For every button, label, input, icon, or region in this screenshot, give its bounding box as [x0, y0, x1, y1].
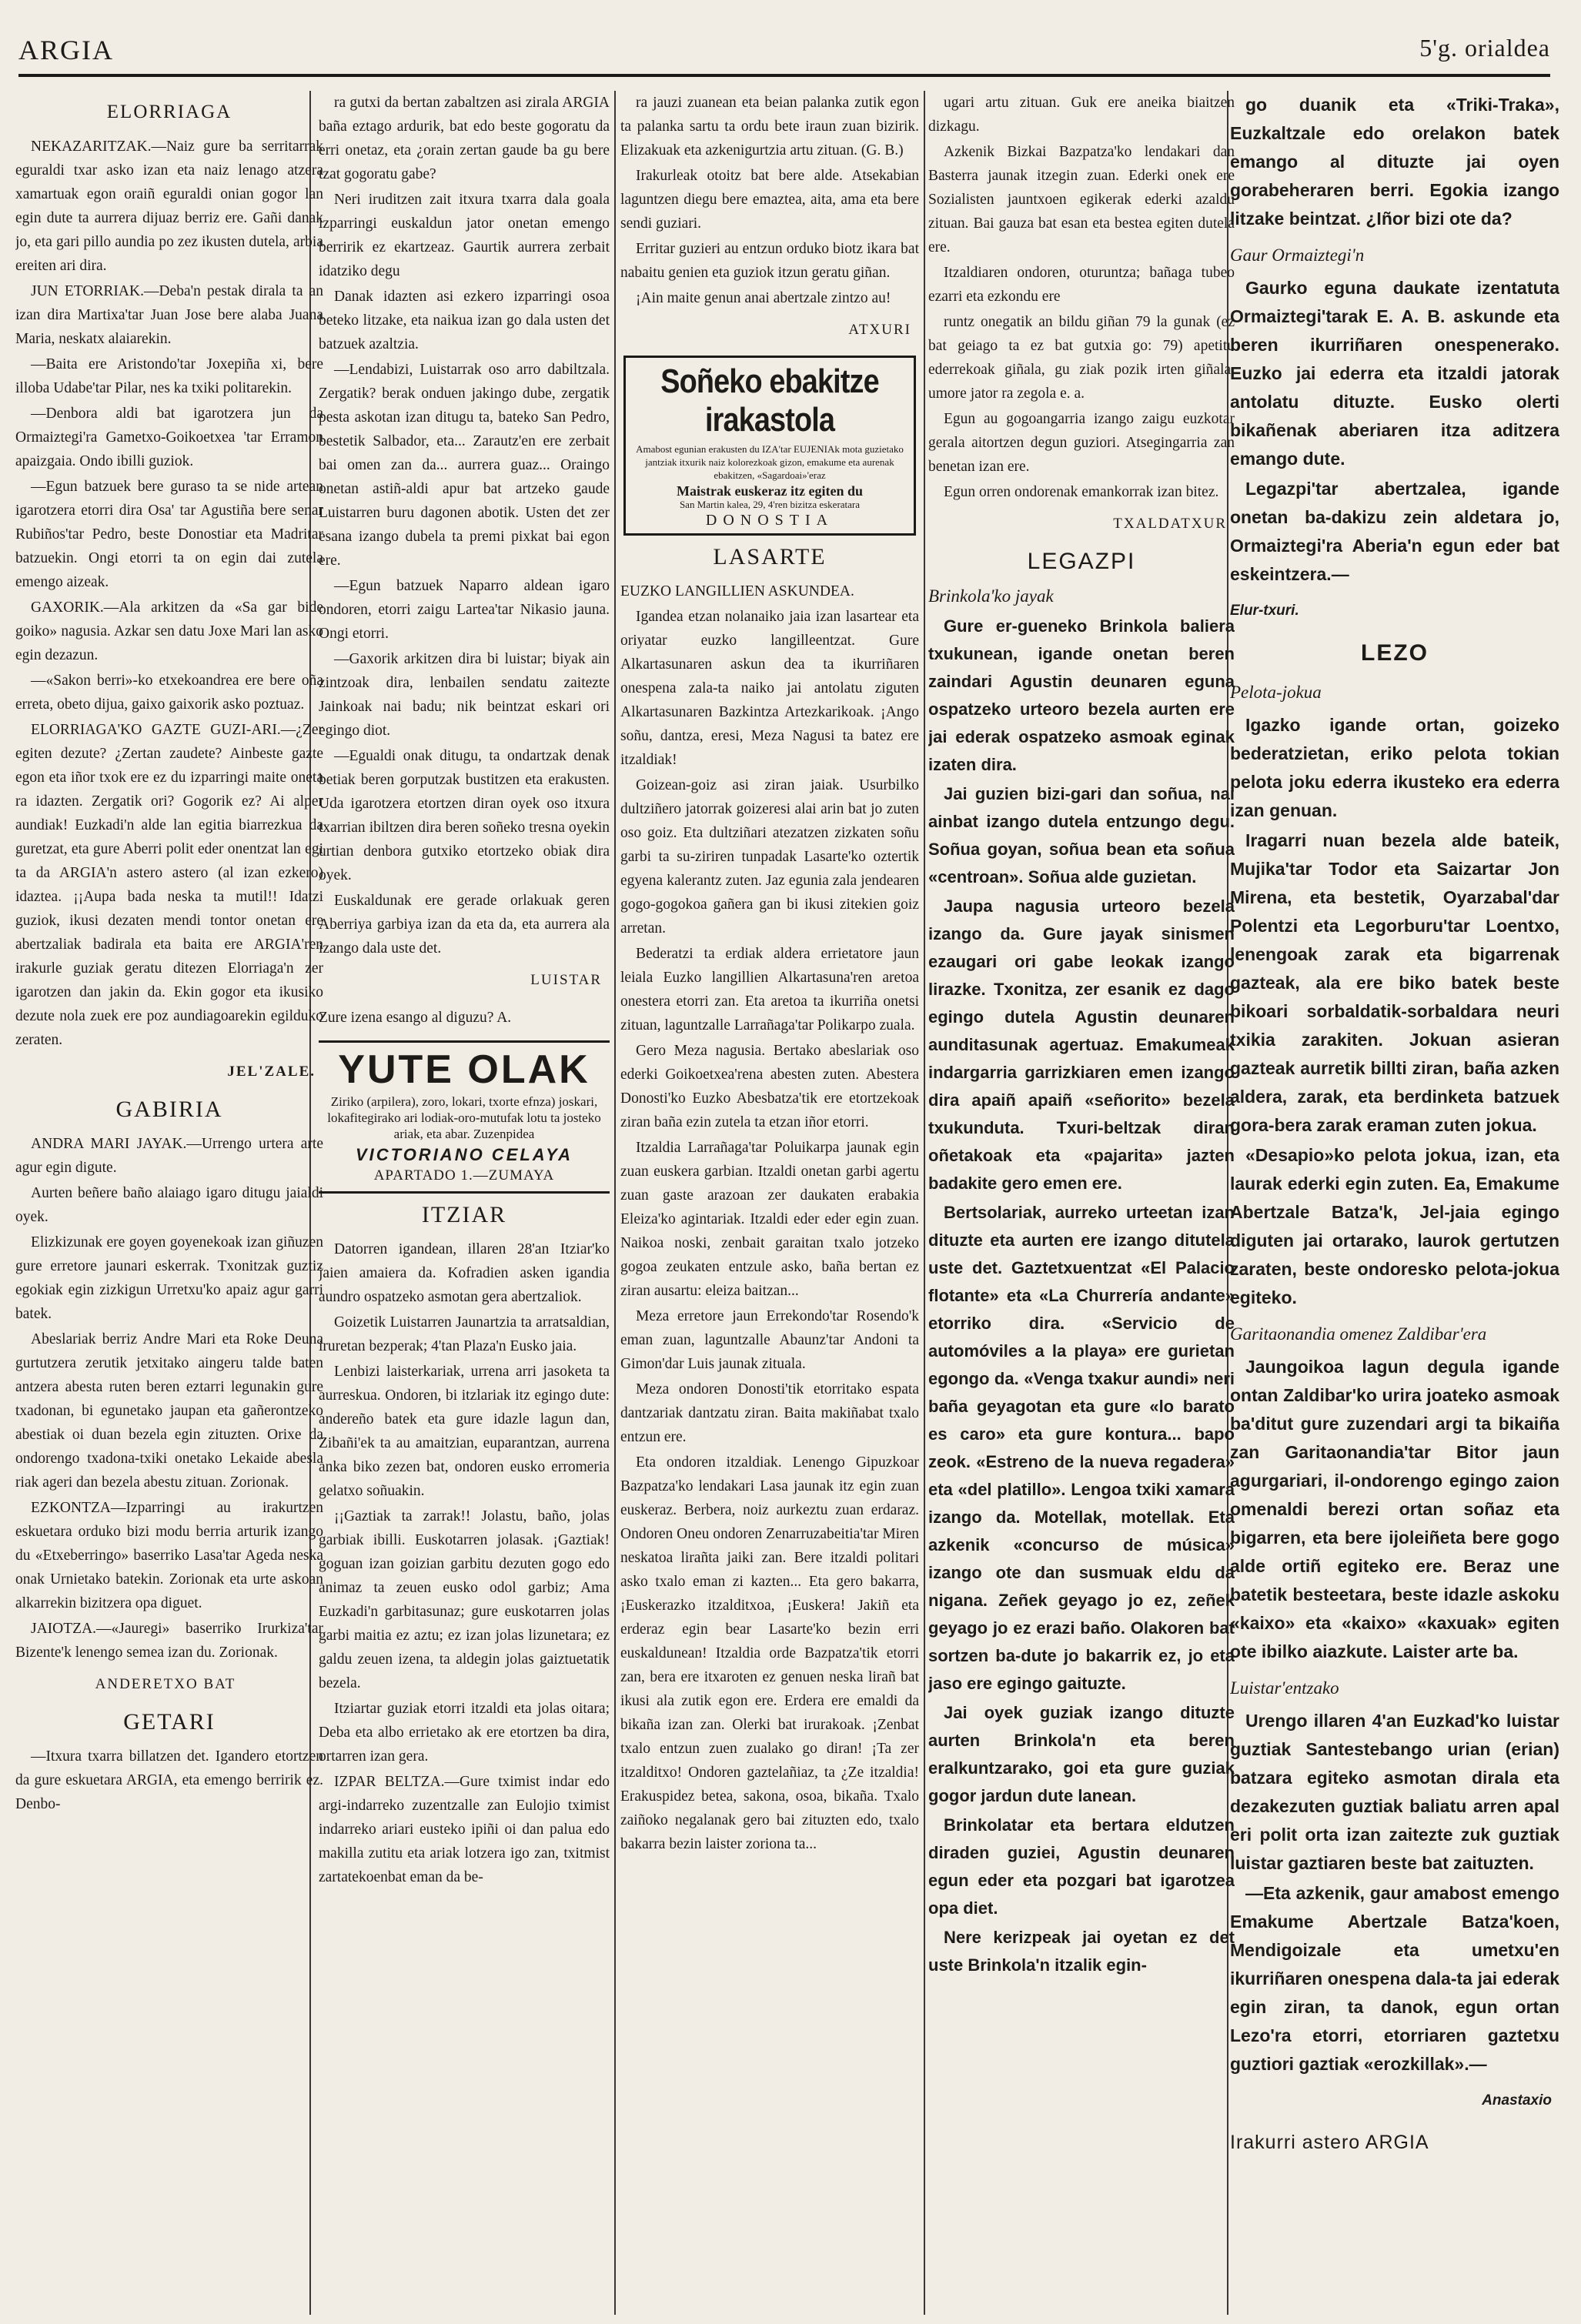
article-subheading: Luistar'entzako	[1230, 1678, 1339, 1698]
article-paragraph: —Eta azkenik, gaur amabost emengo Emakume Abertzale Batza'koen, Mendigoizale eta umetxu'en ikurriñaren onespena dala-ta jai ederak egin ziran, ta danok, egun ortan Lezo'ra etorri, etorriaren gaztetxu guztiori gaztiak «erozkillak».—	[1230, 1883, 1559, 2074]
article-paragraph: EZKONTZA—Izparringi au irakurtzen eskuetara orduko bizi modu berria arturik izango du «Etxeberringo» baserriko Lasa'tar Ageda neska onak Urnietako batekin. Zorionak eta urte askoan alkarrekin bizitzera opa diguet.	[15, 1500, 323, 1611]
article-paragraph: Aurten beñere baño alaiago igaro ditugu jaialdi oyek.	[15, 1185, 323, 1225]
masthead	[18, 31, 1550, 77]
ad-city: DONOSTIA	[705, 512, 834, 529]
article-paragraph: Lenbizi laisterkariak, urrena arri jasoketa ta aurreskua. Ondoren, bi itzlariak itz egingo dute: andereño batek eta gure idazle lagun dan, Zibañi'ek ta au amaitzian, euparantzan, aurrena anka biko zezen bat, ondoren eusko erromeria gelatxo soñuakin.	[319, 1364, 610, 1499]
section-title-elorriaga: ELORRIAGA	[106, 102, 232, 122]
article-paragraph: go duanik eta «Triki-Traka», Euzkaltzale edo orelakon batek emango al dituzte jai oyen gorabeheraren berri. Egokia izango litzake beintzat. ¿Iñor bizi ote da?	[1230, 95, 1559, 229]
article-paragraph: Gero Meza nagusia. Bertako abeslariak oso ederki Goikoetxea'rena abesten zuten. Abestera Donosti'ko Euzko Abesbatza'tik ere etortzekoak ziran baña ezin zutela ta etzan iñor etorri.	[620, 1043, 919, 1130]
article-paragraph: Elizkizunak ere goyen goyenekoak izan giñuzen gure erretore jaunari eskerrak. Txonitzak guztiz egokiak egin zizkigun Urretxu'ko apaiz agur garri batek.	[15, 1234, 323, 1322]
article-note: Zure izena esango al diguzu? A.	[319, 1010, 512, 1026]
article-paragraph: Egun orren ondorenak emankorrak izan bitez.	[944, 484, 1219, 500]
article-paragraph: —Baita ere Aristondo'tar Joxepiña xi, bere illoba Udabe'tar Pilar, nes ka txiki politarekin.	[15, 356, 323, 396]
article-paragraph: Erritar guzieri au entzun orduko biotz ikara bat nabaitu genien eta guziok itzun geratu giñan.	[620, 241, 919, 281]
article-paragraph: Datorren igandean, illaren 28'an Itziar'ko jaien amaiera da. Kofradien asken igandia aundro ospatzeko asmotan gera abertzaliok.	[319, 1241, 610, 1305]
article-signature: ANDERETXO BAT	[95, 1676, 236, 1692]
article-subheading: Pelota-jokua	[1230, 683, 1322, 702]
article-paragraph: —Gaxorik arkitzen dira bi luistar; biyak ain zintzoak dira, lenbailen sendatu zaitezte Jainkoak nai badu; nik beintzat eskari ori egingo diot.	[319, 651, 610, 739]
column-2	[319, 91, 610, 2315]
advertisement-yute-olak	[319, 1040, 610, 1194]
article-paragraph: ANDRA MARI JAYAK.—Urrengo urtera arte agur egin digute.	[15, 1136, 323, 1176]
article-paragraph: Bederatzi ta erdiak aldera errietatore jaun leiala Euzko langillien Alkartasuna'ren aretoa onestera etorri zan. Eta aretoa ta ikurriña onetsi zituan, laguntzalle Larrañaga'tar Polikarpo zuala.	[620, 946, 919, 1033]
ad-headline: YUTE OLAK	[338, 1047, 590, 1092]
article-paragraph: Igazko igande ortan, goizeko bederatzietan, eriko pelota tokian pelota joku ederra ikusteko era ederra izan genuan.	[1230, 715, 1559, 820]
column-rule	[614, 91, 616, 2315]
legazpi-article-body	[928, 613, 1235, 1979]
article-paragraph: ugari artu zituan. Guk ere aneika biaitzen dizkagu.	[928, 95, 1235, 135]
article-paragraph: runtz onegatik an bildu giñan 79 la gunak (ez bat geiago ta ez bat gutxia go: 79) apetitu ederrekoak giñala, gu ziak pozik irten giñala, umore jator ra zegola e. a.	[928, 314, 1235, 402]
section-title-lasarte: LASARTE	[713, 544, 827, 569]
article-paragraph: Iragarri nuan bezela alde bateik, Mujika'tar Todor eta Saizartar Jon Mirena, eta bestetik, Oyarzabal'dar Polentzi eta Legorburu'tar Loentxo, lenengoak zarak eta bigarrenak gazteak, ala ere biko batek beste bikoari sorbaldatik-sorbaldara neuri txikia zarakiten. Jokuan asieran gazteak aurretik billti ziran, baña azken aldera, zarak, eta berdinketa batzuek gora-bera zarak eraman zuten jokua.	[1230, 830, 1559, 1135]
article-subheading: Gaur Ormaiztegi'n	[1230, 245, 1365, 265]
page-number: 5'g. orialdea	[1419, 34, 1550, 62]
article-paragraph: —Egun batzuek bere guraso ta se nide artean igarotzera etorri dira Osa' tar Agustiña bere senar Rubiños'tar Pedro, beste Donostiar eta Madritar batzuekin. Ongi etorri ta on egin dai zutela emengo aizeak.	[15, 479, 323, 590]
article-signature: Elur-txuri.	[1230, 603, 1299, 619]
article-paragraph: Goizean-goiz asi ziran jaiak. Usurbilko dultziñero jatorrak goizeresi alai arin bat jo zuten oso goiz. Eta dultziñari atezatzen zizkaten soñu garbi ta su-ziriren tunpadak Lasarte'ko oztertik egyena kalerantz zuten. Jaz egunia zala jendearen gogo-gogokoa gañera gan bi ikusi zitekien goiz arretan.	[620, 777, 919, 937]
article-paragraph: Jaungoikoa lagun degula igande ontan Zaldibar'ko urira joateko asmoak ba'ditut gure zuzendari argi ta bikaiña zan Garitaonandia'tar Bitor jaun agurgariari, il-ondorengo egingo zaion omenaldi berezi ortan soñaz eta bigarren, eta bere ijoleiñeta bere gogo alde ortiñ egiteko ere. Beraz une batetik besteetara, beste idazle askoku «kaixo» eta «kaixo» «kaxuak» egiten ote ibilko aiazkute. Laister arte ba.	[1230, 1357, 1559, 1661]
article-paragraph: Itziartar guziak etorri itzaldi eta jolas oitara; Deba eta albo errietako ak ere etortzen ba dira, ortarren izan gera.	[319, 1701, 610, 1765]
article-paragraph: Jai guzien bizi-gari dan soñua, nai ainbat izango dutela entzungo degu. Soñua goyan, soñua bean eta soñua «centroan». Soñua alde guzietan.	[928, 784, 1235, 887]
ad-body: Ziriko (arpilera), zoro, lokari, txorte efnza) joskari, lokafitegirako ari lodiak-oro-mutufak lotu ta josteko ariak, eta abar. Zuzenpidea	[327, 1094, 601, 1141]
article-paragraph: Meza ondoren Donosti'tik etorritako espata dantzariak dantzatu ziran. Baita makiñabat txalo entzun ere.	[620, 1381, 919, 1445]
article-paragraph: Bertsolariak, aurreko urteetan izan dituzte eta aurten ere izango ditutela uste det. Gaztetxuentzat «El Palacio flotante» eta «La Churrería andante» etorriko dira. «Servicio de automóviles a la playa» ere gurietan egongo da. «Venga txakur aundi» neri baña geyagotan eta gure «lo barato es caro» eta gure kontura... bapo zeok. «Estreno de la nueva regadera» eta «del platillo». Lengoa txiki xamara izango da. Motellak, motellak. Eta azkenik «concurso de música» izango ote dan susmuak eldu da nigana. Zeñek geyago jo ez, zeñek geyago jo ez erazi baño. Olakoren bat sortzen ba-dute jo bakarrik ez, jo eta jaso ere egingo gaituzte.	[928, 1203, 1235, 1693]
article-signature: ATXURI	[848, 322, 911, 338]
article-signature: TXALDATXUR	[1113, 516, 1227, 532]
article-paragraph: Neri iruditzen zait itxura txarra dala goala izparringi euskaldun jator onetan emengo berririk ez ekartzeaz. Gaurtik aurrera zerbait idatziko degu	[319, 192, 610, 279]
article-paragraph: Nere kerizpeak jai oyetan ez det uste Brinkola'n itzalik egin-	[928, 1928, 1235, 1975]
article-paragraph: «Desapio»ko pelota jokua, izan, eta laurak ederki egin zuten. Ea, Emakume Abertzale Batza'k, Jel-jaia egingo diguten jai ortarako, laurok gertutzen zaraten, beste ondoresko pelota-jokua egiteko.	[1230, 1145, 1559, 1307]
article-signature: LUISTAR	[530, 972, 602, 988]
article-paragraph: JUN ETORRIAK.—Deba'n pestak dirala ta an izan dira Martixa'tar Juan Jose bere alaba Juana Maria, neskatx alaiarekin.	[15, 283, 323, 347]
ad-language-note: Maistrak euskeraz itz egiten du	[677, 483, 863, 499]
article-paragraph: ra jauzi zuanean eta beian palanka zutik egon ta palanka sartu ta ordu bete iraun zuan bizirik. Elizakuak eta azkenigurtzia artu zituan. (G. B.)	[620, 95, 919, 159]
section-title-legazpi: LEGAZPI	[1027, 549, 1136, 574]
article-paragraph: Jaupa nagusia urteoro bezela izango da. Gure jayak sinismen ezaugari ori gabe leokak izango lirazke. Txonitza, zer esanik ez dago egingo dutela Agustin deunaren aunditasunak agertuaz. Emakumeak indargarria garrizkiaren emen izango dira apaiñ apaiñ «señorito» bezela txukunduta. Txuri-beltzak diran oñetakoak eta «pajarita» jazten badakite gero emen ere.	[928, 897, 1235, 1193]
article-paragraph: Legazpi'tar abertzalea, igande onetan ba-dakizu zein aldetara jo, Ormaiztegi'ra Aberia'n egun eder bat eskeintzera.—	[1230, 479, 1559, 584]
ad-address: San Martin kalea, 29, 4'ren bizitza eskeratara	[679, 499, 861, 510]
article-paragraph: Meza erretore jaun Errekondo'tar Rosendo'k eman zuan, laguntzalle Abaunz'tar Andoni ta Gimon'dar Luis jaunak zituala.	[620, 1308, 919, 1372]
article-paragraph: Goizetik Luistarren Jaunartzia ta arratsaldian, iruretan bezperak; 4'tan Plaza'n Eusko jaia.	[319, 1314, 610, 1354]
article-paragraph: Egun au gogoangarria izango zaigu euzkotar gerala aitortzen degun guziori. Atsegingarria zan benetan izan ere.	[928, 411, 1235, 475]
article-paragraph: Eta ondoren itzaldiak. Lenengo Gipuzkoar Bazpatza'ko lendakari Lasa jaunak itz egin zuan euskeraz. Berbera, noiz aurkeztu zuan erdaraz. Ondoren Oneu ondoren Zenarruzabeitia'tar Miren neskatoa lirañta jaiki zan. Bere itzaldi politari asko txalo eman zi kazten... Eta gero bakarra, ¡Euskerazko itzalditxoa, ¡Euskera! Jakiñ eta erderaz egin bear Lasarte'ko bezin erri euskaldunean! Itzaldia orde Bazpatza'tik etorri zan, bera ere itxaroten ez genuen neska lirañ bat ikusi ala zutik egon ere. Erdera ere emaldi da bikaña izan zan. Olerki bat irurakoak. ¡Zenbat txalo entzun zuen zualako go diran! ¡Ta zer itzalditxo! Ondoren gaztelañiaz, ta ¿Ze itzaldia! Erakuspidez betea, sakona, osoa, bikaña. Txalo zaiñoko negalanak gero bai zituzten edo, txalo bakarra bezin laister zoriona ta...	[620, 1454, 919, 1852]
column-rule	[924, 91, 925, 2315]
article-paragraph: —Egun batzuek Naparro aldean igaro ondoren, etorri zaigu Lartea'tar Nikasio jauna. Ongi etorri.	[319, 578, 610, 642]
article-paragraph: IZPAR BELTZA.—Gure tximist indar edo argi-indarreko zuzentzalle zan Eulojio tximist indarreko ariari eusteko ipiñi oi dan palua edo makilla zutitu eta ariak lotzera igo zan, txitmist zartatekoenbat eman da be-	[319, 1774, 610, 1885]
article-paragraph: NEKAZARITZAK.—Naiz gure ba serritarrak eguraldi txar asko izan eta naiz lenago atzera xamartuak egon oraiñ eguraldi onian gogor lan egin dute ta aurrera dijuaz berriz ere. Gañi danak jo, eta gari pillo aundia po zez ikusten dutela, arbia ereiten ari dira.	[15, 139, 323, 274]
section-title-itziar: ITZIAR	[421, 1202, 507, 1227]
article-paragraph: Danak idazten asi ezkero izparringi osoa beteko litzake, eta naikua izan go dala usten det batzuek azaltzia.	[319, 289, 610, 352]
article-paragraph: ELORRIAGA'KO GAZTE GUZI-ARI.—¿Zer egiten dezute? ¿Zertan zaudete? Ainbeste gazte egon eta iñor txok ere ez du izparringi maite oneta ra idazten. Zergatik ori? Gogorik ez? Ai alper aundiak! Euzkadi'n alde lan egitia biarrezkua da guretzat, eta gure Aberri polit eder onentzat lan egi ta da ARGIA'n astero astero (al izan ezkero) idaztea. ¡¡Aupa bada neska ta mutil!! Idatzi guziok, ikusi dezaten mendi tontor onetan ere abertzaliak badirala eta baita ere ARGIA'ren irakurle guziak geratu ditezen Elorriaga'n zer igarotzen dan jakin da. Ekin gogor eta ikusiko dezute nola zuek ere poz aundiagoarekin egilduko zeraten.	[15, 722, 323, 1048]
section-title-lezo: LEZO	[1361, 640, 1429, 666]
article-paragraph: Igandea etzan nolanaiko jaia izan lasartear eta oriyatar euzko langilleentzat. Gure Alkartasunaren askun dea ta ikurriñaren onespena zala-ta naiko jai antolatu ziguten Alkartasunaren Bazkintza Artezkarikoak. ¡Ango soñu, dantza, eresi, Meza Nagusi ta batez ere itzaldiak!	[620, 609, 919, 768]
newspaper-name: ARGIA	[18, 35, 114, 65]
section-title-gabiria: GABIRIA	[115, 1097, 223, 1122]
column-5	[1230, 91, 1559, 2315]
article-paragraph: Azkenik Bizkai Bazpatza'ko lendakari dan Basterra jaunak itzegin zuan. Ederki onek ere Sozialisten jauntxoen egikerak ederki azaldu zituan. Bai gauza bat esan eta bestea egiten dutela ere.	[928, 144, 1235, 255]
article-subheading: Brinkola'ko jayak	[928, 586, 1054, 606]
column-4	[928, 91, 1235, 2315]
ad-address: APARTADO 1.—ZUMAYA	[373, 1167, 555, 1184]
article-paragraph: —«Sakon berri»-ko etxekoandrea ere bere oña erreta, obeto dijua, gaixo gaixorik asko poztuaz.	[15, 673, 323, 713]
article-paragraph: —Itxura txarra billatzen det. Igandero etortzen da gure eskuetara ARGIA, eta emengo berririk ez. Denbo-	[15, 1748, 323, 1812]
footer-slogan: Irakurri astero ARGIA	[1230, 2132, 1429, 2153]
column-1	[15, 91, 323, 2315]
article-subheading: Garitaonandia omenez Zaldibar'era	[1230, 1324, 1487, 1344]
article-paragraph: GAXORIK.—Ala arkitzen da «Sa gar bide goiko» nagusia. Azkar sen datu Joxe Mari lan asko egin dezazun.	[15, 599, 323, 663]
article-paragraph: Abeslariak berriz Andre Mari eta Roke Deuna gurtutzera zerutik jetxitako aingeru talde baten antzera abesta ruten beren eztarri legunakin gure txadonan, bi egunetako jaupan eta gañerontzeko abestiak oi duan bezela egin zituzten. Orixe da ondorengo txadona-txiki onetako Lekaide abesla riak ageri dan bezela abestu zituan. Zorionak.	[15, 1331, 323, 1491]
ad-headline: Soñeko ebakitze irakastola	[660, 362, 879, 439]
column-3	[620, 91, 919, 2315]
article-paragraph: ¡Ain maite genun anai abertzale zintzo au!	[636, 290, 891, 306]
article-paragraph: Itzaldia Larrañaga'tar Poluikarpa jaunak egin zuan euskera garbian. Itzaldi onetan garbi agertu zuan gaste arazoan zer daukaten erabakia Eleiza'ko agintariak. Itzaldi eder eder egin zuan. Naikoa noski, zenbait garaitan txalo jotzeko gogoa zeukaten entzule asko, baña bertan ez ziran ausartu: eleiza baitzan...	[620, 1140, 919, 1299]
article-paragraph: JAIOTZA.—«Jauregi» baserriko Irurkiza'tar Bizente'k lenengo semea izan du. Zorionak.	[15, 1621, 323, 1661]
article-paragraph: Brinkolatar eta bertara eldutzen diraden guziei, Agustin deunaren egun eder eta pozgari bat igarotzea opa diet.	[928, 1815, 1235, 1918]
article-paragraph: —Denbora aldi bat igarotzera jun da Ormaiztegi'ra Gametxo-Goikoetxea 'tar Erramon apaizgaia. Ondo ibilli guziok.	[15, 406, 323, 469]
ad-name: VICTORIANO CELAYA	[355, 1145, 573, 1164]
article-signature: JEL'ZALE.	[227, 1063, 316, 1080]
article-paragraph: Jai oyek guziak izango dituzte aurten Brinkola'n eta beren eralkuntzarako, goi eta gure guziak gogor jardun dute lanean.	[928, 1703, 1235, 1805]
article-paragraph: —Lendabizi, Luistarrak oso arro dabiltzala. Zergatik? berak onduen jakingo dube, zergatik pesta askotan izan ditugu ta, bateko San Pedro, bestetik Salbador, eta... Zarautz'en ere zerbait bai omen zan da... aurrera guaz... Oraingo onetan astiñ-aldi apur bat artzeko gaude Luistarren buru dagonen abotik. Usten det zer esana izango dubela ta premi pixkat bai egon ere.	[319, 362, 610, 569]
article-paragraph: Gure er-gueneko Brinkola baliera txukunean, igande onetan beren zaindari Agustin deunaren eguna ospatzeko urteoro bezela aurten ere jai ederak ospatzeko asmoak eginak izaten dira.	[928, 616, 1235, 774]
article-paragraph: Euskaldunak ere gerade orlakuak geren Aberriya garbiya izan da eta da, eta aurrera ala izango dala uste det.	[319, 893, 610, 957]
article-paragraph: Itzaldiaren ondoren, oturuntza; bañaga tubeo ezarri eta ezkondu ere	[928, 265, 1235, 305]
article-paragraph: Urengo illaren 4'an Euzkad'ko luistar guztiak Santestebango urian (erian) batzara egiteko asmotan dirala eta dezakezuten guztiak baliatu arren apal eri polit orta izan zaitezte zuk guztiak luistar gaztiaren beste bat zaituzten.	[1230, 1711, 1559, 1873]
section-title-getari: GETARI	[123, 1709, 216, 1735]
ad-body: Amabost egunian erakusten du IZA'tar EUJENIAk mota guzietako jantziak itxurik naiz kolorezkoak gizon, emakume eta aurenak ebakitzen, «Sagardoai»'eraz	[636, 443, 904, 481]
article-paragraph: —Egualdi onak ditugu, ta ondartzak denak betiak beren gorputzak bustitzen eta erakusten. Uda igarotzera etortzen diran oyek oso itxura txarrian ibiltzen dira beren soñeko tresna oyekin urtian denbora gutxiko etortzeko obiak dira oyek.	[319, 748, 610, 883]
article-paragraph: ¡¡Gaztiak ta zarrak!! Jolastu, baño, jolas garbiak ibilli. Euskotarren jolasak. ¡Gaztiak! goguan izan goizian garbitu dezuten gogo edo animaz ta zeuen eusko odol garbiz; Ama Euzkadi'n garbitasunaz; gure euskotarren jolas garbi maitia ez aztu; ez izan jolas lizunetara; ez galdu zeuen izena, ta aldegin jolas gaiztuetatik bezela.	[319, 1508, 610, 1691]
article-paragraph: ra gutxi da bertan zabaltzen asi zirala ARGIA baña eztago ardurik, bat edo beste gogoratu da erri onetaz, eta ¿orain zertan gaude ba gu bere tzat gogoratu gabe?	[319, 95, 610, 182]
advertisement-sewing-school	[623, 356, 916, 536]
article-heading: EUZKO LANGILLIEN ASKUNDEA.	[620, 583, 854, 599]
article-signature: Anastaxio	[1482, 2092, 1552, 2109]
article-paragraph: Gaurko eguna daukate izentatuta Ormaiztegi'tarak E. A. B. askunde eta beren ikurriñaren onespenerako. Euzko jai ederra eta itzaldi jatorak antolatu dituzte. Eusko olerti bikañenak aberiaren itza aditzera emango dute.	[1230, 278, 1559, 469]
article-paragraph: Irakurleak otoitz bat bere alde. Atsekabian laguntzen diegu bere emaztea, aita, ama eta bere sendi guziari.	[620, 168, 919, 232]
